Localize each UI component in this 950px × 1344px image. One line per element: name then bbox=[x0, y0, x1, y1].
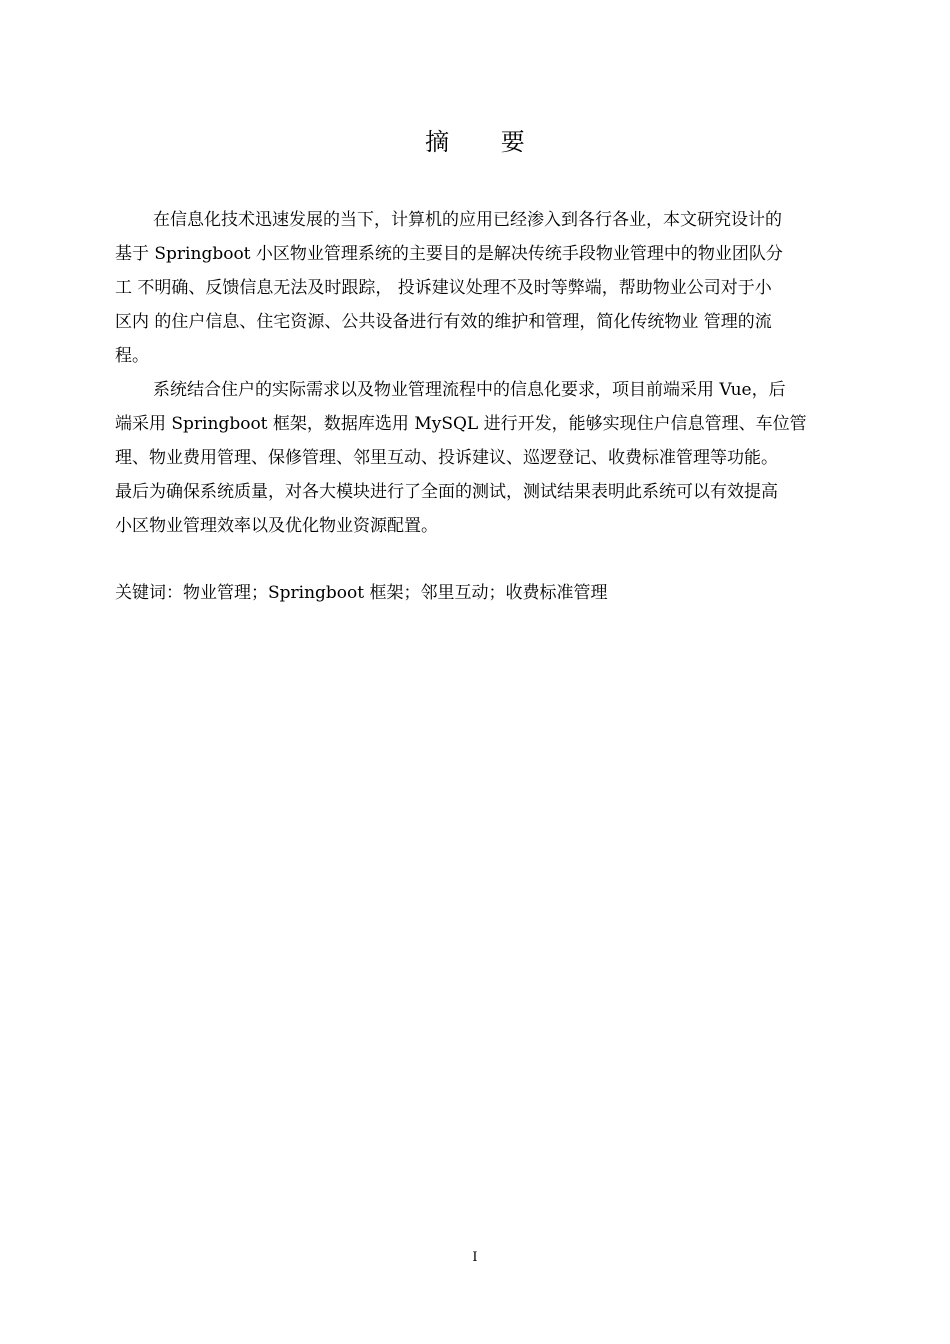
paragraph-line: 最后为确保系统质量，对各大模块进行了全面的测试，测试结果表明此系统可以有效提高 bbox=[115, 482, 778, 502]
paragraph-line: 工 不明确、反馈信息无法及时跟踪， 投诉建议处理不及时等弊端，帮助物业公司对于小 bbox=[115, 278, 772, 298]
abstract-paragraph-2 bbox=[115, 373, 867, 543]
abstract-title: 摘 要 bbox=[425, 128, 547, 156]
paragraph-line: 区内 的住户信息、住宅资源、公共设备进行有效的维护和管理，简化传统物业 管理的流 bbox=[115, 312, 772, 332]
keywords-text: 物业管理；Springboot 框架；邻里互动；收费标准管理 bbox=[183, 583, 608, 603]
keywords-line bbox=[115, 578, 867, 608]
abstract-body bbox=[115, 203, 867, 543]
paragraph-line: 理、物业费用管理、保修管理、邻里互动、投诉建议、巡逻登记、收费标准管理等功能。 bbox=[115, 448, 778, 468]
paragraph-line: 在信息化技术迅速发展的当下，计算机的应用已经渗入到各行各业，本文研究设计的 bbox=[153, 210, 782, 230]
abstract-paragraph-1 bbox=[115, 203, 867, 373]
paragraph-line: 程。 bbox=[115, 346, 149, 366]
paragraph-line: 小区物业管理效率以及优化物业资源配置。 bbox=[115, 516, 438, 536]
paragraph-line: 端采用 Springboot 框架，数据库选用 MySQL 进行开发，能够实现住户信息管理、车位管 bbox=[115, 414, 807, 434]
keywords-label: 关键词： bbox=[115, 583, 183, 603]
paragraph-line: 基于 Springboot 小区物业管理系统的主要目的是解决传统手段物业管理中的物业团队分 bbox=[115, 244, 783, 264]
paragraph-line: 系统结合住户的实际需求以及物业管理流程中的信息化要求，项目前端采用 Vue，后 bbox=[153, 380, 786, 400]
page-number: I bbox=[472, 1250, 478, 1265]
